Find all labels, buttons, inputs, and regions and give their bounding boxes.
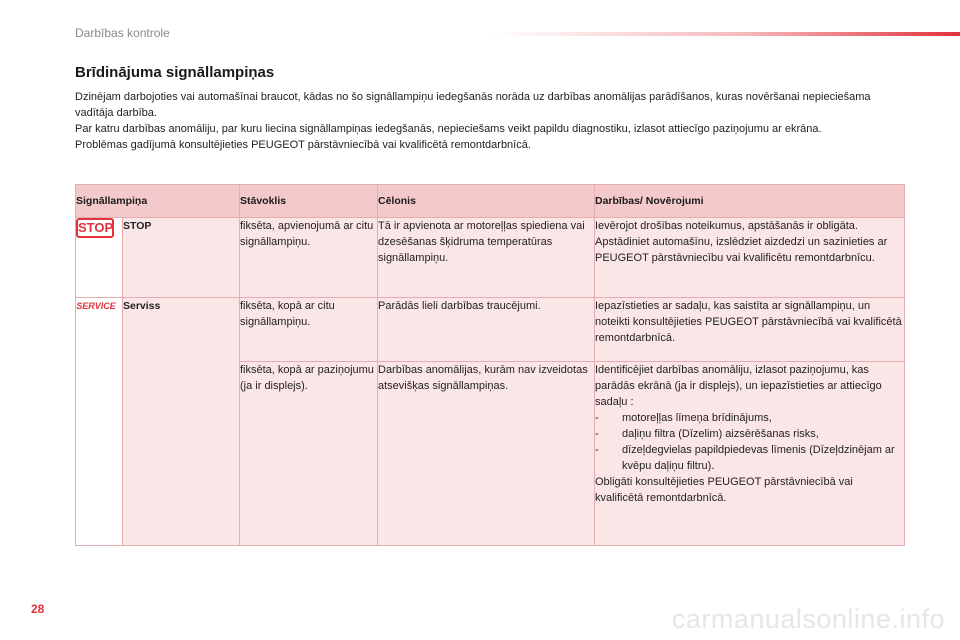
header-lamp: Signāllampiņa [76,185,240,218]
table-row [76,298,905,362]
lamp-action [595,362,905,546]
header-accent-bar [490,32,960,36]
header-cause: Cēlonis [378,185,595,218]
page-number: 28 [31,602,45,616]
lamp-state: fiksēta, kopā ar paziņojumu (ja ir displejs). [240,362,378,546]
page-header-title: Darbības kontrole [75,26,170,40]
lamp-action: Iepazīstieties ar sadaļu, kas saistīta ar signāllampiņu, un noteikti konsultējieties PEUGEOT pārstāvniecībā vai kvalificētā remontdarbnīcā. [595,298,905,362]
lamp-cause: Darbības anomālijas, kurām nav izveidotas atsevišķas signāllampiņas. [378,362,595,546]
service-warning-lamp-icon: SERVICE [76,301,116,311]
section-title: Brīdinājuma signāllampiņas [75,64,275,81]
table-row [76,218,905,298]
list-item: - dīzeļdegvielas papildpiedevas līmenis (Dīzeļdzinējam ar kvēpu daļiņu filtru). [595,442,904,474]
list-item: - motoreļļas līmeņa brīdinājums, [595,410,904,426]
lamp-name: Serviss [123,298,240,546]
stop-warning-lamp-icon: STOP [76,218,114,238]
lamp-icon-cell [76,218,123,298]
warning-lamps-table [75,184,905,546]
lamp-name: STOP [123,218,240,298]
action-outro: Obligāti konsultējieties PEUGEOT pārstāvniecībā vai kvalificētā remontdarbnīcā. [595,476,853,504]
lamp-cause: Parādās lieli darbības traucējumi. [378,298,595,362]
lamp-icon-cell [76,298,123,546]
intro-paragraph: Problēmas gadījumā konsultējieties PEUGEOT pārstāvniecībā vai kvalificētā remontdarbnīcā. [75,139,531,151]
action-intro: Identificējiet darbības anomāliju, izlasot paziņojumu, kas parādās ekrānā (ja ir displejs), un iepazīstieties ar attiecīgo sadaļu : [595,364,882,408]
lamp-cause: Tā ir apvienota ar motoreļļas spiediena vai dzesēšanas šķidruma temperatūras signāllampiņu. [378,218,595,298]
header-state: Stāvoklis [240,185,378,218]
lamp-state: fiksēta, apvienojumā ar citu signāllampiņu. [240,218,378,298]
lamp-action: Ievērojot drošības noteikumus, apstāšanās ir obligāta. Apstādiniet automašīnu, izslēdziet aizdedzi un sazinieties ar PEUGEOT pārstāvniecību vai kvalificētu remontdarbnīcu. [595,218,905,298]
action-list [595,410,904,474]
intro-paragraph: Dzinējam darbojoties vai automašīnai braucot, kādas no šo signāllampiņu iedegšanās norāda uz darbības anomālijas parādīšanos, kuras novēršanai nepieciešama vadītāja darbība. [75,91,871,119]
intro-paragraph: Par katru darbības anomāliju, par kuru liecina signāllampiņas iedegšanās, nepieciešams veikt papildu diagnostiku, izlasot attiecīgo paziņojumu ar ekrāna. [75,123,822,135]
table-header-row [76,185,905,218]
list-item: - daļiņu filtra (Dīzelim) aizsērēšanas risks, [595,426,904,442]
intro-text [75,89,905,153]
header-actions: Darbības/ Novērojumi [595,185,905,218]
lamp-state: fiksēta, kopā ar citu signāllampiņu. [240,298,378,362]
watermark: carmanualsonline.info [671,604,945,634]
